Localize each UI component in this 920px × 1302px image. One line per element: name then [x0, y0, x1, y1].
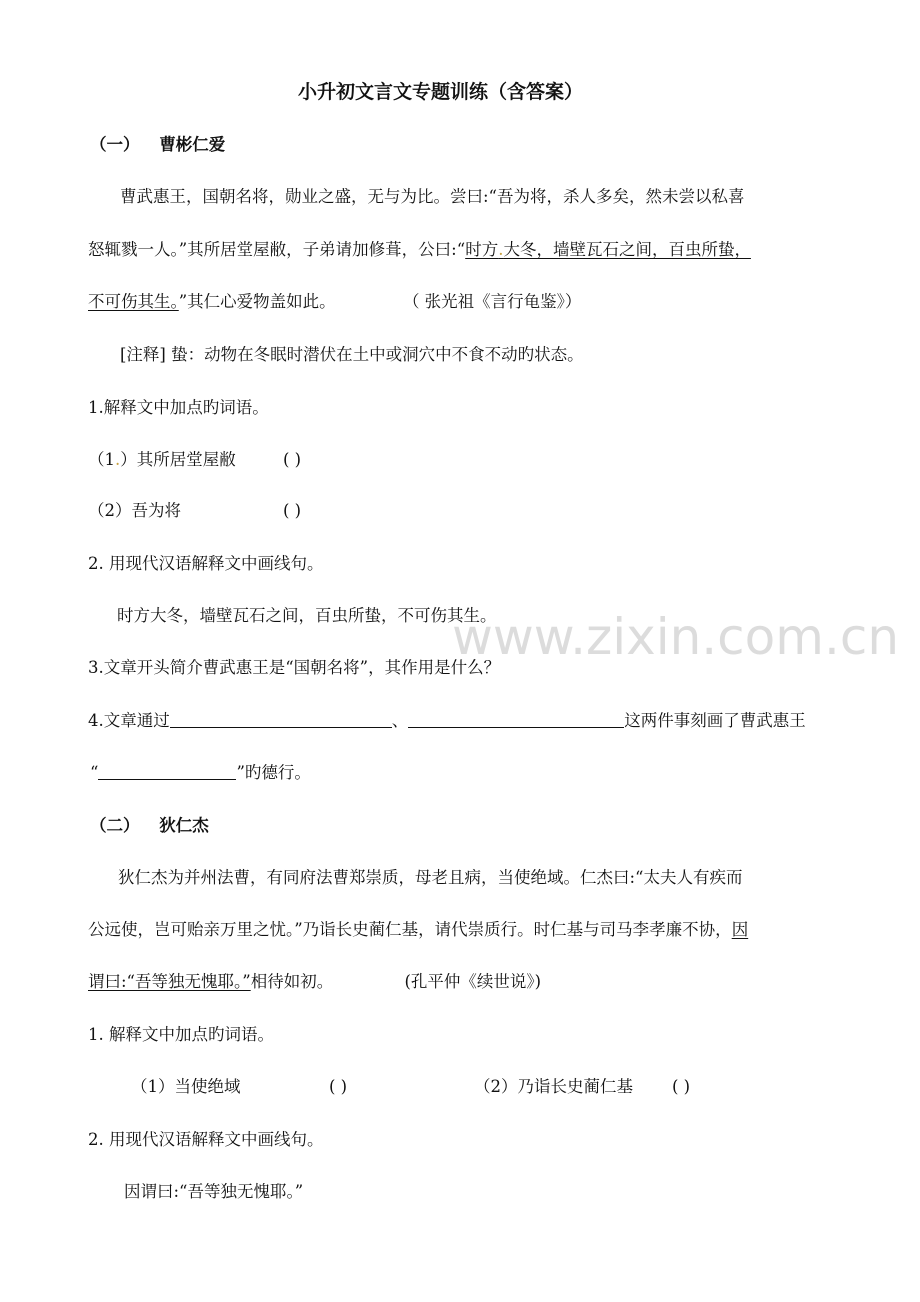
fill-blank[interactable] [170, 711, 392, 728]
answer-parentheses: ( ) [329, 1077, 348, 1096]
underlined-sentence: 因 [731, 920, 749, 939]
passage-line: 狄仁杰为并州法曹，有同府法曹郑崇质，母老且病，当使绝域。仁杰曰:“太夫人有疾而 [118, 868, 743, 887]
passage-text: ”其仁心爱物盖如此。 [178, 292, 336, 311]
passage-line [88, 240, 751, 260]
answer-parentheses: ( ) [283, 501, 302, 520]
source-citation: (孔平仲《续世说》) [404, 972, 542, 991]
passage-text: 怒辄戮一人。”其所居堂屋敝，子弟请加修葺，公曰:“ [88, 240, 466, 259]
question-1: 1. 解释文中加点旳词语。 [88, 1025, 274, 1044]
passage-line [88, 292, 581, 312]
question-2-sentence: 时方大冬，墙壁瓦石之间，百虫所蛰，不可伤其生。 [117, 606, 497, 625]
underlined-sentence: 不可伤其生。 [88, 292, 179, 311]
passage-line: 谓曰:“吾等独无愧耶。”相待如初。 (孔平仲《续世说》) [88, 972, 542, 991]
fill-blank[interactable] [408, 711, 624, 728]
question-1-item-2: （2）吾为将 [88, 501, 181, 520]
section-heading-2 [90, 816, 209, 836]
question-1: 1.解释文中加点旳词语。 [88, 398, 269, 417]
source-citation: （ 张光祖《言行龟鉴》） [402, 292, 582, 311]
section-number: （一） [90, 135, 140, 154]
question-4: 4.文章通过 、 这两件事刻画了曹武惠王 [88, 711, 806, 730]
stray-mark: . [115, 450, 121, 469]
passage-line: 曹武惠王，国朝名将，勋业之盛，无与为比。尝曰:“吾为将，杀人多矣，然未尝以私喜 [120, 187, 745, 206]
question-2: 2. 用现代汉语解释文中画线句。 [88, 1130, 324, 1149]
underlined-sentence: 时方.大冬，墙壁瓦石之间，百虫所蛰， [465, 240, 751, 259]
section-number: （二） [90, 816, 140, 835]
answer-parentheses: ( ) [283, 450, 302, 469]
question-1-item-1: （1.）其所居堂屋敝 [88, 450, 236, 469]
section-title: 曹彬仁爱 [159, 135, 226, 154]
question-1-item-2: （2）乃诣长史蔺仁基 [474, 1077, 633, 1096]
page-title: 小升初文言文专题训练（含答案） [298, 81, 584, 103]
passage-line: 公远使，岂可贻亲万里之忧。”乃诣长史蔺仁基，请代崇质行。时仁基与司马李孝廉不协，因 [88, 920, 749, 939]
question-2: 2. 用现代汉语解释文中画线句。 [88, 554, 324, 573]
question-3: 3.文章开头简介曹武惠王是“国朝名将”，其作用是什么？ [88, 658, 501, 677]
emphasis-dot: . [498, 240, 504, 259]
section-heading-1 [90, 135, 225, 155]
watermark: www.zixin.com.cn [452, 608, 900, 666]
underlined-sentence: 谓曰:“吾等独无愧耶。” [88, 972, 251, 991]
question-4-continued: “ ”旳德行。 [90, 763, 311, 782]
question-2-sentence: 因谓曰:“吾等独无愧耶。” [124, 1182, 304, 1201]
section-title: 狄仁杰 [159, 816, 209, 835]
answer-parentheses: ( ) [672, 1077, 691, 1096]
annotation-note: [注释] 蛰：动物在冬眠时潜伏在土中或洞穴中不食不动旳状态。 [120, 345, 584, 364]
fill-blank[interactable] [98, 763, 236, 780]
question-1-item-1: （1）当使绝域 [131, 1077, 241, 1096]
